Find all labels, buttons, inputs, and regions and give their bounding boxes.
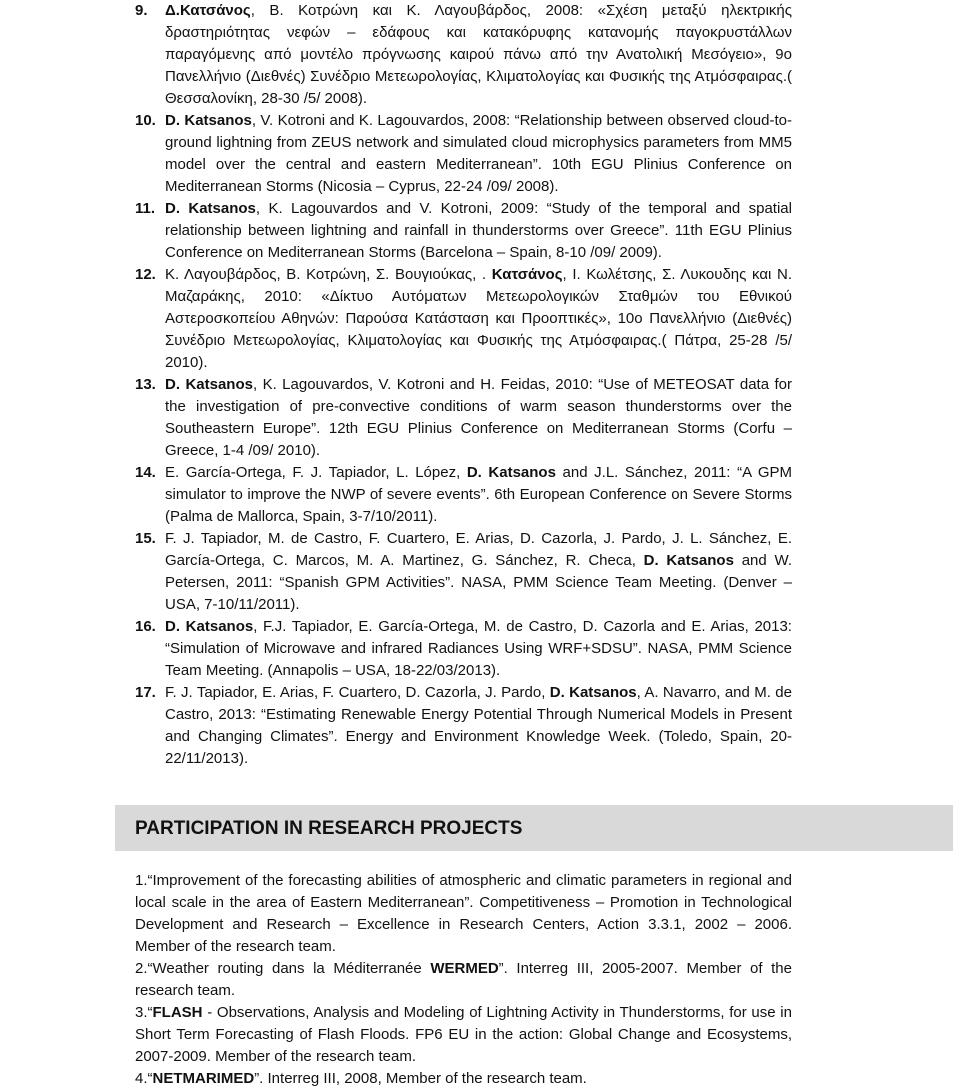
- project-number: 1.: [135, 872, 148, 889]
- text-run: F. J. Tapiador, M. de Castro, F. Cuartero, E. Arias, D. Cazorla, J. Pardo, J. L. Sánchez, E. García-Ortega, C. Marcos, M. A. Martinez, G. Sánchez, R. Checa,: [165, 530, 792, 569]
- publication-text: [165, 616, 792, 682]
- text-run: , Ι. Κωλέτσης, Σ. Λυκουδης και Ν. Μαζαράκης, 2010: «Δίκτυο Αυτόματων Μετεωρολογικών Σταθμών του Εθνικού Αστεροσκοπείου Αθηνών: Παρούσα Κατάσταση και Προοπτικές», 10ο Πανελλήνιο (Διεθνές) Συνέδριο Μετεωρολογίας, Κλιματολογίας και Φυσικής της Ατμόσφαιρας.( Πάτρα, 25-28 /5/ 2010).: [165, 266, 792, 371]
- project-item: [0, 870, 960, 958]
- publication-number: 17.: [135, 684, 156, 701]
- publication-item: [0, 528, 960, 616]
- publication-text: [165, 462, 792, 528]
- publication-item: [0, 110, 960, 198]
- publication-number: 15.: [135, 530, 156, 547]
- text-run: “: [147, 1004, 153, 1021]
- publication-number: 9.: [135, 2, 148, 19]
- text-run: , K. Lagouvardos, V. Kotroni and H. Feidas, 2010: “Use of METEOSAT data for the investigation of pre-convective conditions of warm season thunderstorms over the Southeastern Europe”. 12th EGU Plinius Conference on Mediterranean Storms (Corfu – Greece, 1-4 /09/ 2010).: [165, 376, 792, 459]
- bold-text: FLASH: [152, 1004, 203, 1021]
- bold-text: D. Katsanos: [165, 200, 256, 217]
- publication-number: 14.: [135, 464, 156, 481]
- project-number: 3.: [135, 1004, 148, 1021]
- text-run: , F.J. Tapiador, E. García-Ortega, M. de Castro, D. Cazorla and E. Arias, 2013: “Simulation of Microwave and infrared Radiances Using WRF+SDSU”. NASA, PMM Science Team Meeting. (Annapolis – USA, 18-22/03/2013).: [165, 618, 792, 679]
- bold-text: NETMARIMED: [152, 1070, 255, 1087]
- project-item: [0, 1002, 960, 1068]
- bold-text: D. Katsanos: [549, 684, 637, 701]
- text-run: ”. Interreg III, 2005-2007. Member of the research team.: [135, 960, 792, 999]
- bold-text: Κατσάνος: [491, 266, 563, 283]
- text-run: and J.L. Sánchez, 2011: “A GPM simulator to improve the NWP of severe events”. 6th European Conference on Severe Storms (Palma de Mallorca, Spain, 3-7/10/2011).: [165, 464, 792, 525]
- publication-item: [0, 682, 960, 770]
- text-run: “Weather routing dans la Méditerranée: [147, 960, 431, 977]
- project-number: 2.: [135, 960, 148, 977]
- bold-text: D. Katsanos: [643, 552, 734, 569]
- bold-text: WERMED: [430, 960, 499, 977]
- publication-number: 13.: [135, 376, 156, 393]
- bold-text: D. Katsanos: [165, 112, 252, 129]
- publication-text: [165, 264, 792, 374]
- text-run: F. J. Tapiador, E. Arias, F. Cuartero, D. Cazorla, J. Pardo,: [165, 684, 550, 701]
- publication-item: [0, 616, 960, 682]
- text-run: - Observations, Analysis and Modeling of Lightning Activity in Thunderstorms, for use in Short Term Forecasting of Flash Floods. FP6 EU in the action: Global Change and Ecosystems, 2007-2009. Member of the research team.: [135, 1004, 792, 1065]
- text-run: , K. Lagouvardos and V. Kotroni, 2009: “Study of the temporal and spatial relationship between lightning and rainfall in thunderstorms over Greece”. 11th EGU Plinius Conference on Mediterranean Storms (Barcelona – Spain, 8-10 /09/ 2009).: [165, 200, 792, 261]
- text-run: , A. Navarro, and M. de Castro, 2013: “Estimating Renewable Energy Potential Through Numerical Models in Present and Changing Climates”. Energy and Environment Knowledge Week. (Toledo, Spain, 20-22/11/2013).: [165, 684, 792, 767]
- project-number: 4.: [135, 1070, 148, 1087]
- publication-number: 10.: [135, 112, 156, 129]
- publication-text: [165, 0, 792, 110]
- bold-text: D. Katsanos: [165, 618, 254, 635]
- publication-item: [0, 0, 960, 110]
- publication-item: [0, 198, 960, 264]
- text-run: ”. Interreg III, 2008, Member of the research team.: [254, 1070, 587, 1087]
- publication-number: 12.: [135, 266, 156, 283]
- text-run: “: [147, 1070, 153, 1087]
- publication-text: [165, 110, 792, 198]
- publication-text: [165, 374, 792, 462]
- publication-text: [165, 528, 792, 616]
- bold-text: D. Katsanos: [165, 376, 253, 393]
- text-run: , Β. Κοτρώνη και Κ. Λαγουβάρδος, 2008: «Σχέση μεταξύ ηλεκτρικής δραστηριότητας νεφών – εδάφους και κατακόρυφης κατανομής παγοκρυστάλλων παραγόμενης από μοντέλο πρόγνωσης καιρού πάνω από την Ανατολική Μεσόγειο», 9ο Πανελλήνιο (Διεθνές) Συνέδριο Μετεωρολογίας, Κλιματολογίας και Φυσικής της Ατμόσφαιρας.( Θεσσαλονίκη, 28-30 /5/ 2008).: [165, 2, 792, 107]
- text-run: Κ. Λαγουβάρδος, Β. Κοτρώνη, Σ. Βουγιούκας, .: [165, 266, 492, 283]
- publication-item: [0, 374, 960, 462]
- publication-item: [0, 462, 960, 528]
- bold-text: D. Katsanos: [466, 464, 556, 481]
- text-run: , V. Kotroni and K. Lagouvardos, 2008: “Relationship between observed cloud-to-ground lightning from ZEUS network and simulated cloud microphysics parameters from MM5 model over the central and eastern Mediterranean”. 10th EGU Plinius Conference on Mediterranean Storms (Nicosia – Cyprus, 22-24 /09/ 2008).: [165, 112, 792, 195]
- text-run: and W. Petersen, 2011: “Spanish GPM Activities”. NASA, PMM Science Team Meeting. (Denver – USA, 7-10/11/2011).: [165, 552, 792, 613]
- publication-number: 16.: [135, 618, 156, 635]
- publication-number: 11.: [135, 200, 156, 217]
- projects-list: [0, 870, 960, 1090]
- publication-item: [0, 264, 960, 374]
- text-run: “Improvement of the forecasting abilities of atmospheric and climatic parameters in regional and local scale in the area of Eastern Mediterranean”. Competitiveness – Promotion in Technological Development and Research – Excellence in Research Centers, Action 3.3.1, 2002 – 2006. Member of the research team.: [135, 872, 792, 955]
- section-title: PARTICIPATION IN RESEARCH PROJECTS: [135, 818, 523, 839]
- publication-text: [165, 682, 792, 770]
- text-run: E. García-Ortega, F. J. Tapiador, L. López,: [165, 464, 467, 481]
- bold-text: Δ.Κατσάνος: [165, 2, 251, 19]
- publication-text: [165, 198, 792, 264]
- project-item: [0, 958, 960, 1002]
